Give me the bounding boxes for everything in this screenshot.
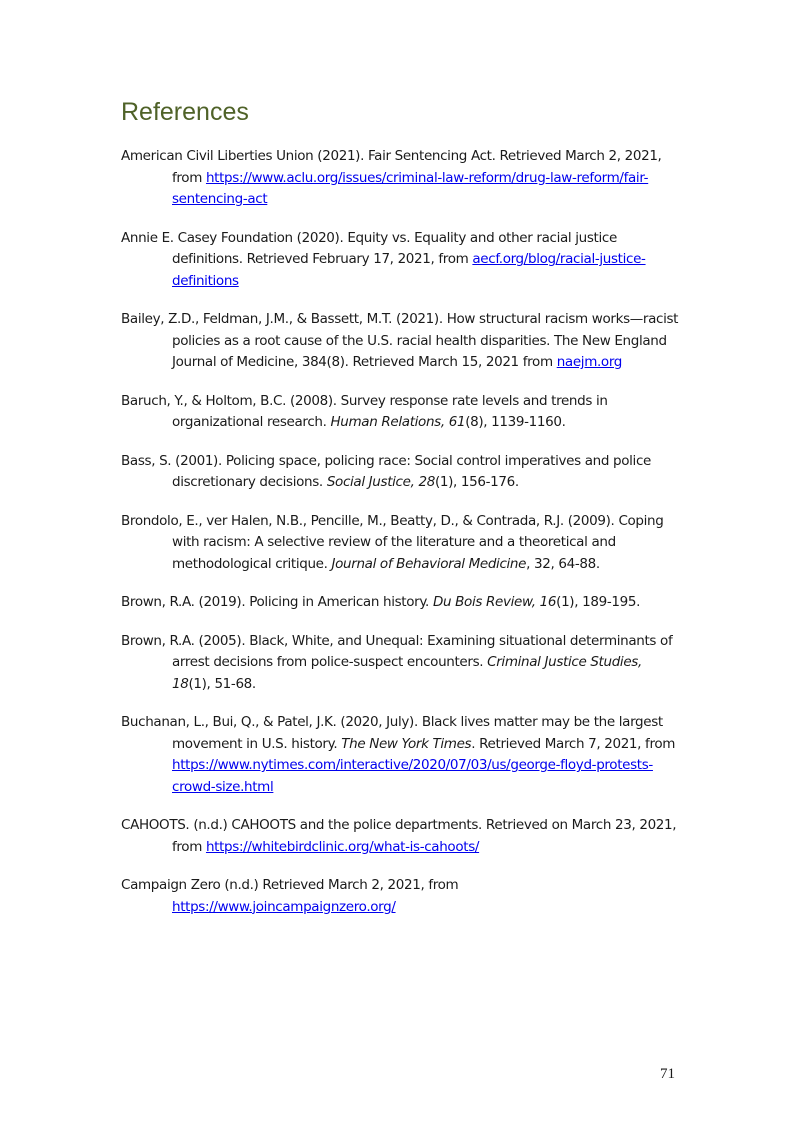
reference-text: Brown, R.A. (2019). Policing in American history. [121,594,433,610]
reference-entry [121,451,681,494]
reference-entry [121,146,681,211]
reference-text-tail: (1), 189-195. [556,594,641,610]
reference-text: Brondolo, E., ver Halen, N.B., Pencille, M., Beatty, D., & Contrada, R.J. (2009). Coping with racism: A selective review of the literature and a theoretical and methodological critique. [121,512,664,572]
reference-entry [121,592,681,614]
reference-source-title: Human Relations, 61 [330,414,466,430]
reference-text-tail: (1), 156-176. [434,474,519,490]
reference-link[interactable]: aecf.org/blog/racial-justice-definitions [172,251,646,289]
reference-text-tail: . Retrieved March 7, 2021, from [471,735,676,752]
page-number: 71 [660,1066,675,1082]
reference-entry [121,309,681,374]
reference-text: Buchanan, L., Bui, Q., & Patel, J.K. (2020, July). Black lives matter may be the largest movement in U.S. history. [121,714,663,752]
reference-text: American Civil Liberties Union (2021). Fair Sentencing Act. Retrieved March 2, 2021, from [121,148,662,186]
reference-link[interactable]: https://whitebirdclinic.org/what-is-cahoots/ [205,838,480,855]
reference-link[interactable]: https://www.joincampaignzero.org/ [172,898,396,915]
reference-link[interactable]: https://www.aclu.org/issues/criminal-law-reform/drug-law-reform/fair-sentencing-act [172,169,649,207]
reference-link[interactable]: naejm.org [556,354,623,370]
reference-source-title: The New York Times [341,735,472,752]
reference-text: Brown, R.A. (2005). Black, White, and Unequal: Examining situational determinants of arrest decisions from police-suspect encounters. [121,632,673,670]
reference-source-title: Du Bois Review, 16 [432,594,557,610]
reference-entry [121,631,681,696]
reference-source-title: Criminal Justice Studies, 18 [172,654,642,692]
reference-text: CAHOOTS. (n.d.) CAHOOTS and the police departments. Retrieved on March 23, 2021, from [121,817,677,855]
reference-entry [121,391,681,434]
reference-text-tail: (8), 1139-1160. [465,414,566,430]
reference-link[interactable]: https://www.nytimes.com/interactive/2020/07/03/us/george-floyd-protests-crowd-size.html [172,757,653,795]
reference-text: Bass, S. (2001). Policing space, policing race: Social control imperatives and police discretionary decisions. [121,452,651,490]
reference-text: Baruch, Y., & Holtom, B.C. (2008). Survey response rate levels and trends in organizational research. [121,392,608,430]
reference-entry [121,712,681,798]
reference-entry [121,815,681,858]
reference-text: Campaign Zero (n.d.) Retrieved March 2, 2021, from [121,877,459,893]
reference-list [121,146,681,935]
reference-entry [121,228,681,293]
reference-text: Annie E. Casey Foundation (2020). Equity vs. Equality and other racial justice definitions. Retrieved February 17, 2021, from [121,229,617,267]
reference-entry [121,875,681,918]
reference-text: Bailey, Z.D., Feldman, J.M., & Bassett, M.T. (2021). How structural racism works—racist policies as a root cause of the U.S. racial health disparities. The New England Journal of Medicine, 384(8). Retrieved March 15, 2021 from [121,311,679,370]
reference-text-tail: (1), 51-68. [188,675,256,692]
reference-source-title: Journal of Behavioral Medicine [331,555,527,572]
page-title: References [121,98,249,126]
reference-source-title: Social Justice, 28 [326,474,435,490]
reference-text-tail: , 32, 64-88. [526,555,600,572]
reference-entry [121,511,681,576]
